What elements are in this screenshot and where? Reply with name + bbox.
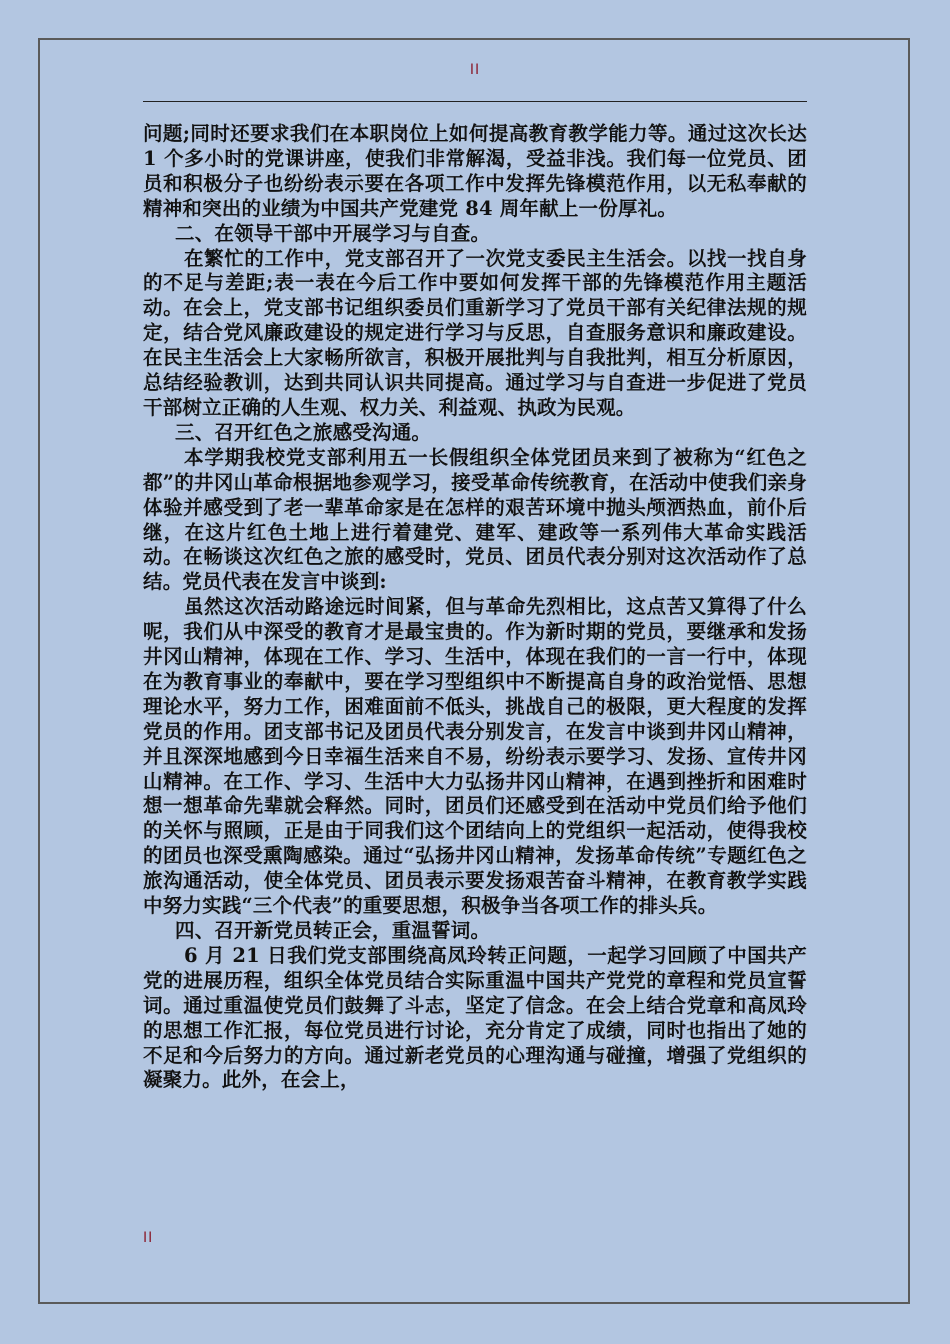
footer-mark: II bbox=[143, 1230, 154, 1246]
paragraph: 6 月 21 日我们党支部围绕高凤玲转正问题，一起学习回顾了中国共产党的进展历程，组织全体党员结合实际重温中国共产党党的章程和党员宣誓词。通过重温使党员们鼓舞了斗志，坚定了信念。在会上结合党章和高凤玲的思想工作汇报，每位党员进行讨论，充分肯定了成绩，同时也指出了她的不足和今后努力的方向。通过新老党员的心理沟通与碰撞，增强了党组织的凝聚力。此外，在会上， bbox=[143, 943, 807, 1092]
document-body bbox=[143, 122, 807, 1093]
section-heading-4: 四、召开新党员转正会，重温誓词。 bbox=[175, 919, 491, 942]
header-mark: II bbox=[469, 62, 481, 78]
header-rule bbox=[143, 101, 807, 102]
paragraph-continuation: 问题;同时还要求我们在本职岗位上如何提高教育教学能力等。通过这次长达 1 个多小时的党课讲座，使我们非常解渴，受益非浅。我们每一位党员、团员和积极分子也纷纷表示要在各项工作中发挥先锋模范作用，以无私奉献的精神和突出的业绩为中国共产党建党 84 周年献上一份厚礼。 bbox=[143, 122, 807, 220]
paragraph: 在繁忙的工作中，党支部召开了一次党支委民主生活会。以找一找自身的不足与差距;表一表在今后工作中要如何发挥干部的先锋模范作用主题活动。在会上，党支部书记组织委员们重新学习了党员干部有关纪律法规的规定，结合党风廉政建设的规定进行学习与反思，自查服务意识和廉政建设。在民主生活会上大家畅所欲言，积极开展批判与自我批判，相互分析原因，总结经验教训，达到共同认识共同提高。通过学习与自查进一步促进了党员干部树立正确的人生观、权力关、利益观、执政为民观。 bbox=[143, 246, 807, 419]
paragraph: 本学期我校党支部利用五一长假组织全体党团员来到了被称为“红色之都”的井冈山革命根据地参观学习，接受革命传统教育，在活动中使我们亲身体验并感受到了老一辈革命家是在怎样的艰苦环境中抛头颅洒热血，前仆后继，在这片红色土地上进行着建党、建军、建政等一系列伟大革命实践活动。在畅谈这次红色之旅的感受时，党员、团员代表分别对这次活动作了总结。党员代表在发言中谈到: bbox=[143, 445, 807, 594]
section-heading-2: 二、在领导干部中开展学习与自查。 bbox=[175, 221, 491, 245]
paragraph: 虽然这次活动路途远时间紧，但与革命先烈相比，这点苦又算得了什么呢，我们从中深受的教育才是最宝贵的。作为新时期的党员，要继承和发扬井冈山精神，体现在工作、学习、生活中，体现在我们的一言一行中，体现在为教育事业的奉献中，要在学习型组织中不断提高自身的政治觉悟、思想理论水平，努力工作，困难面前不低头，挑战自己的极限，更大程度的发挥党员的作用。团支部书记及团员代表分别发言，在发言中谈到井冈山精神，并且深深地感到今日幸福生活来自不易，纷纷表示要学习、发扬、宣传井冈山精神。在工作、学习、生活中大力弘扬井冈山精神，在遇到挫折和困难时想一想革命先辈就会释然。同时，团员们还感受到在活动中党员们给予他们的关怀与照顾，正是由于同我们这个团结向上的党组织一起活动，使得我校的团员也深受熏陶感染。通过“弘扬井冈山精神，发扬革命传统”专题红色之旅沟通活动，使全体党员、团员表示要发扬艰苦奋斗精神，在教育教学实践中努力实践“三个代表”的重要思想，积极争当各项工作的排头兵。 bbox=[143, 595, 807, 918]
section-heading-3: 三、召开红色之旅感受沟通。 bbox=[175, 420, 432, 444]
